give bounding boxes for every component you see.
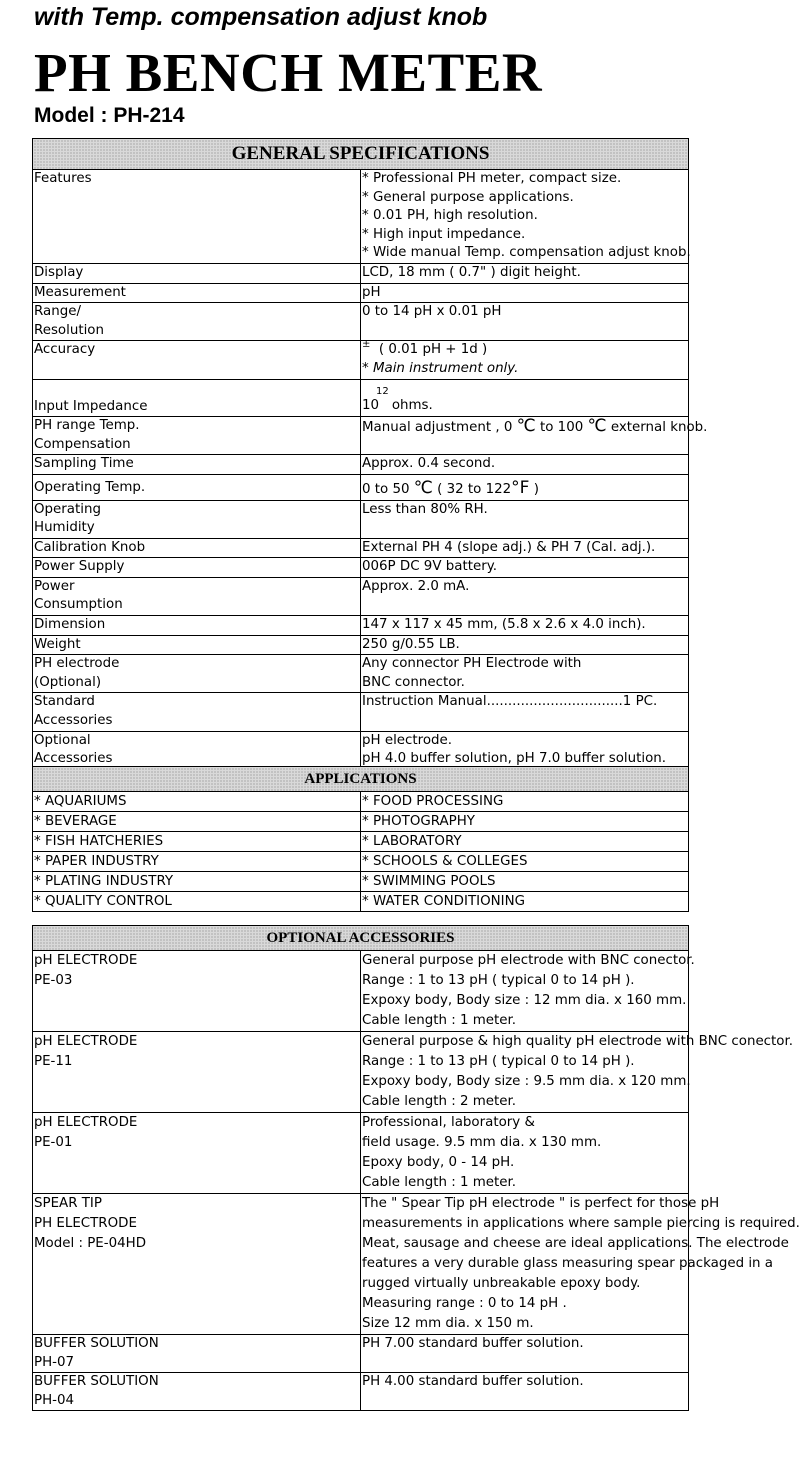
accessory-label-line: PH-04	[34, 1392, 75, 1408]
feature-item: * General purpose applications.	[362, 189, 574, 205]
application-row	[33, 832, 689, 852]
accessory-line: General purpose & high quality pH electrode with BNC conector.	[362, 1034, 794, 1049]
spec-label-line: PH electrode	[34, 656, 120, 672]
optional-accessories-heading: OPTIONAL ACCESSORIES	[33, 926, 689, 951]
accessory-row	[33, 1113, 689, 1194]
feature-item: * Professional PH meter, compact size.	[362, 171, 622, 186]
application-item: * QUALITY CONTROL	[33, 892, 361, 912]
spec-label-line: PH range Temp.	[34, 418, 140, 434]
spec-row-operating-temp	[33, 474, 689, 500]
celsius-symbol: ℃	[413, 477, 433, 498]
accessory-line: Epoxy body, 0 - 14 pH.	[362, 1155, 515, 1170]
fahrenheit-symbol: °F	[511, 477, 530, 498]
accessory-line: Size 12 mm dia. x 150 m.	[362, 1316, 534, 1331]
impedance-unit: ohms.	[391, 397, 433, 413]
accessory-line: Cable length : 2 meter.	[362, 1094, 517, 1109]
application-item: * SWIMMING POOLS	[361, 872, 689, 892]
temp-comp-text: external knob.	[606, 420, 708, 436]
spec-label-line: Accessories	[34, 751, 113, 767]
impedance-exponent: 12	[376, 385, 389, 397]
accessory-description	[361, 1032, 794, 1113]
spec-label-line: Consumption	[34, 597, 123, 613]
plus-minus-sign: ±	[362, 339, 371, 351]
spec-value: 0 to 14 pH x 0.01 pH	[361, 303, 689, 341]
spec-value: External PH 4 (slope adj.) & PH 7 (Cal. adj.).	[361, 538, 689, 558]
applications-table	[32, 766, 689, 912]
accessory-line: Range : 1 to 13 pH ( typical 0 to 14 pH ).	[362, 973, 635, 988]
accessory-line: Cable length : 1 meter.	[362, 1175, 517, 1190]
spec-value: 147 x 117 x 45 mm, (5.8 x 2.6 x 4.0 inch).	[361, 616, 689, 636]
accessory-label	[33, 1113, 361, 1194]
spec-value: Instruction Manual................................1 PC.	[361, 693, 689, 731]
accessory-line: Meat, sausage and cheese are ideal applications. The electrode	[362, 1236, 789, 1251]
accessory-description	[361, 951, 695, 1032]
spec-value: 006P DC 9V battery.	[361, 558, 689, 578]
spec-value: Approx. 2.0 mA.	[361, 577, 689, 615]
spec-label-line: Operating	[34, 501, 101, 517]
spec-value: pH	[361, 283, 689, 303]
spec-row-temp-compensation	[33, 417, 689, 455]
table-header-row	[33, 139, 689, 170]
accessory-label-line: pH ELECTRODE	[34, 1115, 138, 1130]
accessory-description	[361, 1335, 689, 1373]
accessory-label	[33, 1335, 361, 1373]
application-row	[33, 852, 689, 872]
spec-row-calibration	[33, 538, 689, 558]
op-temp-text: )	[529, 481, 539, 497]
accessory-line: field usage. 9.5 mm dia. x 130 mm.	[362, 1135, 602, 1150]
accessory-line: Measuring range : 0 to 14 pH .	[362, 1296, 567, 1311]
spec-row-electrode	[33, 655, 689, 693]
spec-value	[361, 474, 689, 500]
spec-label: Operating Temp.	[33, 474, 361, 500]
spec-row-optional-accessories	[33, 731, 689, 769]
spec-value	[361, 731, 689, 769]
application-row	[33, 892, 689, 912]
spec-value	[361, 341, 689, 379]
optional-accessories-table	[32, 925, 800, 1411]
spec-value	[361, 170, 689, 264]
spec-value	[361, 655, 689, 693]
accessory-row	[33, 1032, 689, 1113]
accessory-line: PH 7.00 standard buffer solution.	[362, 1336, 584, 1351]
accessory-label	[33, 1032, 361, 1113]
spec-row-humidity	[33, 500, 689, 538]
spec-label-line: Power	[34, 578, 75, 594]
spec-value	[361, 379, 689, 417]
table-header-row	[33, 767, 689, 792]
accessory-line: The " Spear Tip pH electrode " is perfect for those pH	[362, 1196, 720, 1211]
impedance-base: 10	[362, 397, 380, 413]
spec-value: LCD, 18 mm ( 0.7" ) digit height.	[361, 263, 689, 283]
spec-row-features	[33, 170, 689, 264]
op-temp-text: ( 32 to 122	[432, 481, 512, 497]
spec-label: Display	[33, 263, 361, 283]
spec-row-power-supply	[33, 558, 689, 578]
spec-label	[33, 655, 361, 693]
subtitle: with Temp. compensation adjust knob	[34, 3, 488, 31]
spec-value	[361, 416, 708, 455]
application-item: * FOOD PROCESSING	[361, 792, 689, 812]
accessory-label-line: BUFFER SOLUTION	[34, 1374, 159, 1390]
spec-label-line: Optional	[34, 732, 91, 748]
accuracy-line	[362, 341, 687, 360]
application-item: * BEVERAGE	[33, 812, 361, 832]
temp-comp-text: to 100	[535, 420, 588, 436]
spec-value: Approx. 0.4 second.	[361, 455, 689, 475]
accessory-line: Professional, laboratory &	[362, 1115, 535, 1130]
application-row	[33, 812, 689, 832]
accessory-description	[361, 1113, 689, 1194]
accuracy-value: ( 0.01 pH + 1d )	[378, 342, 488, 358]
application-item: * AQUARIUMS	[33, 792, 361, 812]
spec-row-dimension	[33, 616, 689, 636]
spec-row-range	[33, 303, 689, 341]
spec-label: Calibration Knob	[33, 538, 361, 558]
accessory-row	[33, 1335, 689, 1373]
accessory-line: features a very durable glass measuring spear packaged in a	[362, 1256, 773, 1271]
spec-label: Power Supply	[33, 558, 361, 578]
spec-label	[33, 417, 361, 455]
spec-label	[33, 731, 361, 769]
accessory-label-line: SPEAR TIP	[34, 1196, 102, 1211]
spec-label: Sampling Time	[33, 455, 361, 475]
spec-label-line: Range/	[34, 304, 81, 320]
accessory-label-line: PH-07	[34, 1354, 75, 1370]
application-item: * SCHOOLS & COLLEGES	[361, 852, 689, 872]
applications-heading: APPLICATIONS	[33, 767, 689, 792]
feature-item: * Wide manual Temp. compensation adjust knob.	[362, 245, 691, 261]
accessory-label-line: PE-01	[34, 1135, 73, 1150]
application-row	[33, 872, 689, 892]
application-row	[33, 792, 689, 812]
accessory-label-line: BUFFER SOLUTION	[34, 1336, 159, 1351]
application-item: * PAPER INDUSTRY	[33, 852, 361, 872]
spec-label-line: Humidity	[34, 520, 95, 536]
spec-label	[33, 577, 361, 615]
spec-row-standard-accessories	[33, 693, 689, 731]
accessory-row	[33, 1194, 689, 1335]
spec-row-display	[33, 263, 689, 283]
feature-item: * High input impedance.	[362, 226, 526, 242]
accessory-line: Expoxy body, Body size : 12 mm dia. x 160 mm.	[362, 993, 687, 1008]
accessory-row	[33, 951, 689, 1032]
spec-value: 250 g/0.55 LB.	[361, 635, 689, 655]
accessory-label-line: pH ELECTRODE	[34, 1034, 138, 1049]
accessory-description	[361, 1373, 689, 1411]
op-temp-text: 0 to 50	[362, 481, 414, 497]
accessory-label	[33, 951, 361, 1032]
general-specifications-table	[32, 138, 708, 770]
application-item: * PHOTOGRAPHY	[361, 812, 689, 832]
spec-label: Accuracy	[33, 341, 361, 379]
spec-label: Features	[33, 170, 361, 264]
accessory-label	[33, 1373, 361, 1411]
spec-label-line: Accessories	[34, 713, 113, 729]
spec-row-weight	[33, 635, 689, 655]
model-number: Model : PH-214	[34, 104, 185, 127]
spec-label: Measurement	[33, 283, 361, 303]
accessory-line: Cable length : 1 meter.	[362, 1013, 517, 1028]
accessory-line: Expoxy body, Body size : 9.5 mm dia. x 120 mm.	[362, 1074, 691, 1089]
spec-label-line: Compensation	[34, 436, 131, 452]
application-item: * LABORATORY	[361, 832, 689, 852]
spec-row-sampling	[33, 455, 689, 475]
accessory-line: Range : 1 to 13 pH ( typical 0 to 14 pH ).	[362, 1054, 635, 1069]
celsius-symbol: ℃	[587, 416, 607, 437]
spec-label: Input Impedance	[33, 379, 361, 417]
accessory-line: PH 4.00 standard buffer solution.	[362, 1374, 584, 1390]
spec-row-impedance	[33, 379, 689, 417]
spec-label-line: (Optional)	[34, 674, 102, 690]
spec-value-line: BNC connector.	[362, 674, 465, 690]
accessory-line: rugged virtually unbreakable epoxy body.	[362, 1276, 641, 1291]
spec-label	[33, 303, 361, 341]
accessory-label-line: PH ELECTRODE	[34, 1216, 137, 1231]
spec-label: Dimension	[33, 616, 361, 636]
accessory-row	[33, 1373, 689, 1411]
spec-label: Weight	[33, 635, 361, 655]
application-item: * WATER CONDITIONING	[361, 892, 689, 912]
spec-value-line: pH 4.0 buffer solution, pH 7.0 buffer solution.	[362, 751, 667, 767]
spec-label	[33, 500, 361, 538]
table-header-row	[33, 926, 689, 951]
accessory-label-line: pH ELECTRODE	[34, 953, 138, 968]
accessory-line: measurements in applications where sample piercing is required.	[362, 1216, 800, 1231]
application-item: * PLATING INDUSTRY	[33, 872, 361, 892]
feature-item: * 0.01 PH, high resolution.	[362, 208, 538, 224]
page-title: PH BENCH METER	[34, 42, 543, 103]
impedance-line	[362, 397, 687, 416]
spec-label-line: Resolution	[34, 322, 104, 338]
general-specifications-heading: GENERAL SPECIFICATIONS	[33, 139, 689, 170]
spec-row-power-consumption	[33, 577, 689, 615]
spec-value-line: pH electrode.	[362, 732, 453, 748]
spec-value: Less than 80% RH.	[361, 500, 689, 538]
accessory-line: General purpose pH electrode with BNC conector.	[362, 953, 695, 968]
application-item: * FISH HATCHERIES	[33, 832, 361, 852]
spec-row-measurement	[33, 283, 689, 303]
celsius-symbol: ℃	[516, 416, 536, 437]
temp-comp-text: Manual adjustment , 0	[362, 420, 517, 436]
accessory-label-line: PE-03	[34, 973, 73, 988]
accessory-label	[33, 1194, 361, 1335]
accessory-description	[361, 1194, 800, 1335]
spec-label	[33, 693, 361, 731]
spec-value-line: Any connector PH Electrode with	[362, 656, 582, 672]
accessory-label-line: PE-11	[34, 1054, 73, 1069]
accuracy-note: * Main instrument only.	[362, 360, 519, 376]
spec-row-accuracy	[33, 341, 689, 379]
spec-label-line: Standard	[34, 694, 95, 710]
accessory-label-line: Model : PE-04HD	[34, 1236, 147, 1251]
